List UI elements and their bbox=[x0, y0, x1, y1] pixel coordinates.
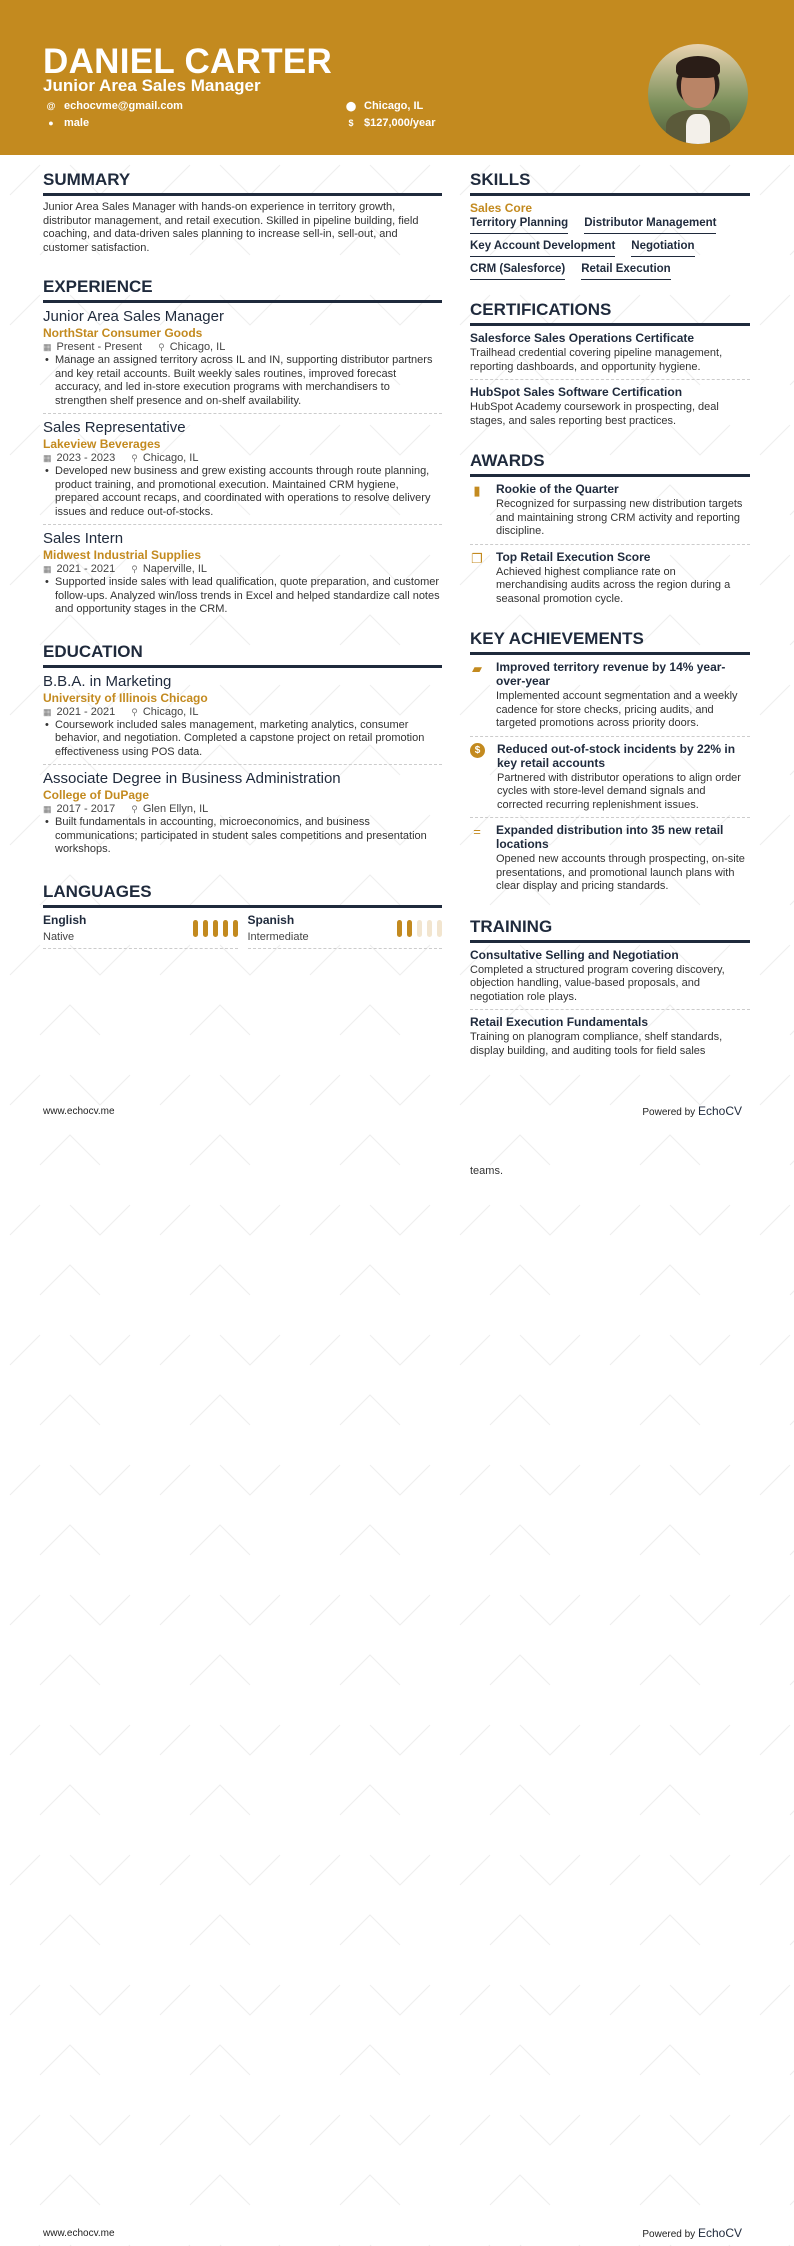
training-item bbox=[470, 1015, 750, 1063]
date-range: 2017 - 2017 bbox=[56, 803, 116, 815]
education-section bbox=[43, 642, 442, 862]
skill-category: Sales Core bbox=[470, 201, 533, 215]
awards-section bbox=[470, 451, 750, 611]
awards-item bbox=[470, 550, 750, 612]
entry-meta bbox=[43, 706, 442, 718]
brand-name: EchoCV bbox=[697, 1104, 742, 1118]
entry-organization: University of Illinois Chicago bbox=[43, 690, 208, 705]
item-content bbox=[496, 550, 750, 607]
proficiency-bar bbox=[193, 920, 198, 937]
person-icon: ● bbox=[48, 118, 54, 128]
entry-bullet: • Coursework included sales management, marketing analytics, consumer behavior, and negotiation. Completed a capstone project on retail promotion effectiveness using POS data. bbox=[43, 719, 442, 760]
section-heading: CERTIFICATIONS bbox=[470, 300, 750, 326]
documents-icon: ❐ bbox=[471, 550, 483, 566]
bookmark-icon: ▮ bbox=[473, 483, 481, 498]
contact-email bbox=[46, 100, 183, 112]
location bbox=[131, 706, 198, 718]
section-heading: TRAINING bbox=[470, 917, 750, 943]
proficiency-bar bbox=[213, 920, 218, 937]
entry-title: Sales Intern bbox=[43, 530, 124, 547]
skill-tag: Retail Execution bbox=[581, 263, 670, 280]
at-icon: @ bbox=[46, 101, 56, 111]
language-text bbox=[43, 913, 86, 945]
calendar-icon: ▦ bbox=[43, 342, 52, 352]
contact-gender bbox=[46, 117, 89, 129]
location-pin-icon: ⚲ bbox=[158, 342, 165, 352]
education-entry bbox=[43, 673, 442, 766]
resume-header bbox=[0, 0, 794, 155]
equals-icon: = bbox=[473, 824, 481, 839]
section-heading: KEY ACHIEVEMENTS bbox=[470, 629, 750, 655]
dates bbox=[43, 706, 115, 718]
profile-photo bbox=[648, 44, 748, 144]
proficiency-bar bbox=[223, 920, 228, 937]
training-item bbox=[470, 948, 750, 1011]
language-level: Intermediate bbox=[247, 930, 309, 943]
powered-by-text: Powered by bbox=[642, 1107, 696, 1118]
entry-title: Sales Representative bbox=[43, 419, 186, 436]
item-description: Achieved highest compliance rate on merchandising audits across the region during a seasonal promotion cycle. bbox=[496, 565, 731, 605]
item-content bbox=[496, 660, 750, 731]
entry-organization: NorthStar Consumer Goods bbox=[43, 326, 203, 340]
language-item bbox=[248, 913, 443, 949]
gender-text: male bbox=[64, 117, 90, 129]
skill-tag: Key Account Development bbox=[470, 240, 615, 257]
entry-title: Associate Degree in Business Administration bbox=[43, 770, 341, 787]
footer-powered bbox=[642, 1104, 742, 1118]
section-heading: SKILLS bbox=[470, 170, 750, 196]
salary-text: $127,000/year bbox=[364, 117, 436, 129]
date-range: Present - Present bbox=[56, 341, 143, 353]
section-heading: LANGUAGES bbox=[43, 882, 442, 908]
skill-tag: Distributor Management bbox=[584, 217, 716, 234]
item-title: Top Retail Execution Score bbox=[496, 549, 651, 564]
item-title: Reduced out-of-stock incidents by 22% in key retail accounts bbox=[497, 741, 736, 770]
location bbox=[131, 803, 208, 815]
skill-tag: Negotiation bbox=[631, 240, 694, 257]
proficiency-bar bbox=[427, 920, 432, 937]
proficiency-bar bbox=[203, 920, 208, 937]
dates bbox=[43, 341, 142, 353]
entry-bullet: • Built fundamentals in accounting, microeconomics, and business communications; participated in student sales competitions and presentation workshops. bbox=[43, 816, 442, 857]
item-content bbox=[496, 482, 750, 539]
language-item bbox=[43, 913, 238, 949]
entry-title: B.B.A. in Marketing bbox=[43, 672, 172, 690]
experience-entry bbox=[43, 530, 442, 622]
entry-bullet: • Manage an assigned territory across IL and IN, supporting distributor partners and key retail accounts. Built weekly sales routines, improved forecast accuracy, and led in-store execution programs with merchandisers to strengthen shelf presence and on-shelf availability. bbox=[43, 354, 442, 408]
footer-site-link[interactable]: www.echocv.me bbox=[43, 1106, 115, 1117]
achievements-item bbox=[470, 823, 750, 899]
experience-section bbox=[43, 277, 442, 622]
clipboard-icon: ▰ bbox=[472, 661, 482, 676]
entry-bullet: • Supported inside sales with lead qualification, quote preparation, and customer follow-ups. Analyzed win/loss trends in Excel and helped standardize call notes and opportunity stages in the CRM. bbox=[43, 576, 442, 617]
summary-text: Junior Area Sales Manager with hands-on experience in territory growth, distributor management, and retail execution. Skilled in pipeline building, field coaching, and data-driven sales planning to increase sell-in, sell-out, and customer satisfaction. bbox=[43, 201, 419, 254]
proficiency-bar bbox=[233, 920, 238, 937]
date-range: 2021 - 2021 bbox=[56, 705, 116, 718]
item-description: Completed a structured program covering discovery, objection handling, value-based proposals, and negotiation role plays. bbox=[470, 963, 725, 1003]
language-name: English bbox=[43, 912, 87, 927]
entry-meta bbox=[43, 452, 442, 464]
location-text: Glen Ellyn, IL bbox=[142, 803, 209, 815]
proficiency-bar bbox=[437, 920, 442, 937]
item-content bbox=[496, 823, 750, 894]
footer-site-link[interactable]: www.echocv.me bbox=[43, 2228, 115, 2239]
candidate-title: Junior Area Sales Manager bbox=[43, 76, 261, 95]
item-title: Expanded distribution into 35 new retail locations bbox=[496, 823, 724, 851]
entry-meta bbox=[43, 803, 442, 815]
entry-bullet: • Developed new business and grew existing accounts through route planning, product training, and promotional execution. Maintained CRM hygiene, prepared account recaps, and coordinated with operations to resolve delivery issues and reduce out-of-stocks. bbox=[43, 465, 442, 519]
skill-tag: CRM (Salesforce) bbox=[470, 263, 565, 280]
language-name: Spanish bbox=[247, 912, 295, 927]
calendar-icon: ▦ bbox=[43, 564, 52, 574]
proficiency-bar bbox=[397, 920, 402, 937]
dollar-icon: $ bbox=[470, 743, 485, 758]
dates bbox=[43, 563, 115, 575]
location-pin-icon: ⚲ bbox=[131, 706, 138, 717]
language-text bbox=[248, 913, 309, 945]
item-title: Consultative Selling and Negotiation bbox=[470, 947, 679, 962]
achievements-item bbox=[470, 742, 750, 819]
dates bbox=[43, 452, 115, 464]
proficiency-bars bbox=[397, 913, 442, 945]
calendar-icon: ▦ bbox=[43, 804, 52, 814]
item-description: Partnered with distributor operations to align order cycles with store-level demand signals and corrected recurring replenishment issues. bbox=[497, 771, 741, 811]
item-title: Salesforce Sales Operations Certificate bbox=[470, 331, 695, 345]
entry-title: Junior Area Sales Manager bbox=[43, 308, 224, 325]
location bbox=[131, 563, 207, 575]
location-pin-icon: ⚲ bbox=[131, 564, 138, 574]
brand-name: EchoCV bbox=[697, 2226, 742, 2240]
entry-organization: Midwest Industrial Supplies bbox=[43, 548, 202, 562]
item-description: Implemented account segmentation and a weekly cadence for store checks, pricing audits, and targeted promotions across priority doors. bbox=[496, 690, 738, 729]
item-description: Recognized for surpassing new distribution targets and maintaining strong CRM activity and reporting discipline. bbox=[496, 498, 743, 537]
achievements-section bbox=[470, 629, 750, 899]
calendar-icon: ▦ bbox=[43, 453, 52, 463]
item-title: Rookie of the Quarter bbox=[496, 482, 619, 496]
skills-section bbox=[470, 170, 750, 280]
section-heading: EDUCATION bbox=[43, 642, 442, 668]
item-title: HubSpot Sales Software Certification bbox=[470, 385, 683, 399]
calendar-icon: ▦ bbox=[43, 706, 52, 717]
location-text: Chicago, IL bbox=[364, 100, 424, 112]
training-section bbox=[470, 917, 750, 1064]
location-text: Naperville, IL bbox=[142, 563, 208, 575]
location-text: Chicago, IL bbox=[142, 705, 199, 718]
section-heading: EXPERIENCE bbox=[43, 277, 442, 303]
item-description: Opened new accounts through prospecting, on-site presentations, and promotional launch plans with clear display and pricing standards. bbox=[496, 853, 745, 892]
entry-meta bbox=[43, 341, 442, 353]
left-column bbox=[43, 170, 442, 963]
experience-entry bbox=[43, 419, 442, 525]
date-range: 2023 - 2023 bbox=[56, 452, 116, 464]
achievements-item bbox=[470, 660, 750, 737]
proficiency-bar bbox=[407, 920, 412, 937]
location-text: Chicago, IL bbox=[142, 452, 199, 464]
location-pin-icon: ⬤ bbox=[346, 100, 357, 111]
section-heading: SUMMARY bbox=[43, 170, 442, 196]
proficiency-bar bbox=[417, 920, 422, 937]
proficiency-bars bbox=[193, 913, 238, 945]
email-text: echocvme@gmail.com bbox=[64, 100, 183, 112]
location bbox=[158, 341, 225, 353]
contact-location bbox=[346, 100, 423, 112]
summary-section bbox=[43, 170, 442, 255]
training-continued-text: teams. bbox=[470, 1165, 504, 1177]
item-content bbox=[497, 742, 750, 813]
candidate-name: DANIEL CARTER bbox=[43, 42, 333, 81]
certifications-item bbox=[470, 331, 750, 380]
education-entry bbox=[43, 770, 442, 862]
item-title: Retail Execution Fundamentals bbox=[470, 1015, 649, 1029]
entry-meta bbox=[43, 563, 442, 575]
item-description: Trailhead credential covering pipeline management, reporting dashboards, and opportunity hygiene. bbox=[470, 347, 723, 373]
date-range: 2021 - 2021 bbox=[56, 563, 116, 575]
awards-item bbox=[470, 482, 750, 545]
location-text: Chicago, IL bbox=[169, 341, 226, 353]
location-pin-icon: ⚲ bbox=[131, 453, 138, 463]
location-pin-icon: ⚲ bbox=[131, 804, 138, 814]
section-heading: AWARDS bbox=[470, 451, 750, 477]
skill-tag: Territory Planning bbox=[470, 217, 568, 234]
certifications-section bbox=[470, 300, 750, 433]
location bbox=[131, 452, 198, 464]
languages-section bbox=[43, 882, 442, 949]
contact-salary bbox=[346, 117, 436, 129]
item-description: Training on planogram compliance, shelf standards, display building, and auditing tools for field sales bbox=[470, 1031, 723, 1057]
experience-entry bbox=[43, 308, 442, 414]
certifications-item bbox=[470, 385, 750, 433]
dollar-icon: $ bbox=[348, 118, 354, 128]
footer-powered bbox=[642, 2226, 742, 2240]
powered-by-text: Powered by bbox=[642, 2229, 696, 2240]
language-level: Native bbox=[43, 930, 75, 943]
right-column bbox=[470, 170, 750, 1077]
item-description: HubSpot Academy coursework in prospecting, deal stages, and sales reporting best practices. bbox=[470, 401, 719, 427]
entry-organization: Lakeview Beverages bbox=[43, 437, 161, 451]
item-title: Improved territory revenue by 14% year-over-year bbox=[496, 660, 726, 688]
dates bbox=[43, 803, 115, 815]
entry-organization: College of DuPage bbox=[43, 788, 150, 802]
